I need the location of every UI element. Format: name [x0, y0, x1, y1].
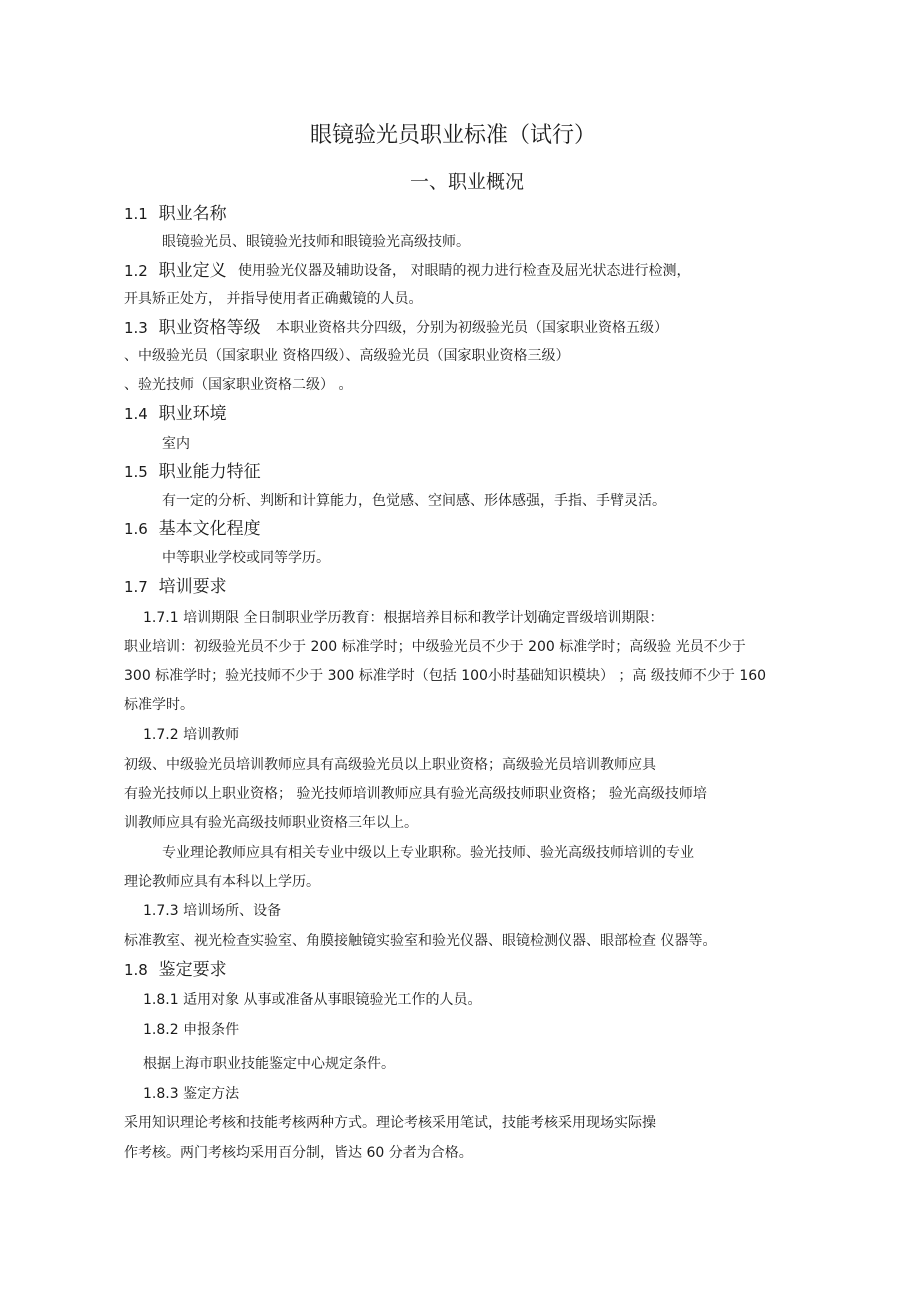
subsection-1-7-2-body-line: 初级、中级验光员培训教师应具有高级验光员以上职业资格；高级验光员培训教师应具: [124, 757, 656, 773]
section-title: 培训要求: [158, 577, 227, 597]
section-1-1-body: 眼镜验光员、眼镜验光技师和眼镜验光高级技师。: [162, 234, 470, 250]
section-1-3-heading: [124, 317, 261, 339]
section-title: 职业能力特征: [158, 462, 261, 482]
subsection-1-7-2-heading: 1.7.2 培训教师: [143, 727, 240, 743]
subsection-1-7-3-body-line: 标准教室、视光检查实验室、角膜接触镜实验室和验光仪器、眼镜检测仪器、眼部检查 仪器等。: [124, 933, 717, 949]
section-1-6-heading: [124, 518, 261, 540]
section-title: 职业资格等级: [158, 318, 261, 338]
subsection-1-7-1-body-line: 职业培训：初级验光员不少于 200 标准学时；中级验光员不少于 200 标准学时；高级验 光员不少于: [124, 639, 746, 655]
section-number: 1.4: [124, 405, 148, 423]
section-number: 1.8: [124, 961, 148, 979]
section-1-6-body: 中等职业学校或同等学历。: [162, 550, 330, 566]
section-1-8-heading: [124, 959, 227, 981]
subsection-1-8-3-body-line: 采用知识理论考核和技能考核两种方式。理论考核采用笔试，技能考核采用现场实际操: [124, 1115, 656, 1131]
section-number: 1.2: [124, 262, 148, 280]
subsection-1-8-3-heading: 1.8.3 鉴定方法: [143, 1086, 240, 1102]
chapter-heading: 一、职业概况: [410, 171, 525, 193]
section-1-5-body: 有一定的分析、判断和计算能力，色觉感、空间感、形体感强，手指、手臂灵活。: [162, 493, 666, 509]
section-1-1-heading: [124, 203, 227, 225]
section-1-3-body-line: 本职业资格共分四级，分别为初级验光员（国家职业资格五级）: [276, 320, 668, 336]
section-1-2-body-line: 使用验光仪器及辅助设备， 对眼睛的视力进行检查及屈光状态进行检测，: [238, 263, 691, 279]
section-title: 职业名称: [158, 204, 227, 224]
subsection-1-8-2-body: 根据上海市职业技能鉴定中心规定条件。: [143, 1056, 395, 1072]
section-number: 1.3: [124, 319, 148, 337]
subsection-1-7-2-body-line: 训教师应具有验光高级技师职业资格三年以上。: [124, 815, 418, 831]
subsection-1-7-2-body-line: 有验光技师以上职业资格； 验光技师培训教师应具有验光高级技师职业资格； 验光高级技师培: [124, 786, 707, 802]
section-number: 1.7: [124, 578, 148, 596]
document-title: 眼镜验光员职业标准（试行）: [310, 123, 597, 148]
section-title: 鉴定要求: [158, 960, 227, 980]
section-number: 1.6: [124, 520, 148, 538]
subsection-1-7-1-body-line: 标准学时。: [124, 697, 194, 713]
section-title: 基本文化程度: [158, 519, 261, 539]
section-title: 职业定义: [158, 261, 227, 281]
section-1-4-heading: [124, 403, 227, 425]
subsection-1-7-2-body-line: 理论教师应具有本科以上学历。: [124, 874, 320, 890]
subsection-1-7-3-heading: 1.7.3 培训场所、设备: [143, 903, 282, 919]
section-1-5-heading: [124, 461, 261, 483]
section-1-4-body: 室内: [162, 436, 190, 452]
section-title: 职业环境: [158, 404, 227, 424]
subsection-1-7-1-body-line: 300 标准学时；验光技师不少于 300 标准学时（包括 100小时基础知识模块） ；高 级技师不少于 160: [124, 668, 767, 684]
subsection-1-8-3-body-line: 作考核。两门考核均采用百分制，皆达 60 分者为合格。: [124, 1145, 473, 1161]
subsection-1-7-1-heading: 1.7.1 培训期限 全日制职业学历教育：根据培养目标和教学计划确定晋级培训期限：: [143, 610, 664, 626]
subsection-1-8-1: 1.8.1 适用对象 从事或准备从事眼镜验光工作的人员。: [143, 992, 482, 1008]
subsection-1-7-2-body-line: 专业理论教师应具有相关专业中级以上专业职称。验光技师、验光高级技师培训的专业: [162, 845, 694, 861]
section-1-3-body-line: 、中级验光员（国家职业 资格四级）、高级验光员（国家职业资格三级）: [124, 348, 570, 364]
section-number: 1.1: [124, 205, 148, 223]
subsection-1-8-2-heading: 1.8.2 申报条件: [143, 1022, 240, 1038]
section-1-2-heading: [124, 260, 227, 282]
section-1-3-body-line: 、验光技师（国家职业资格二级） 。: [124, 377, 353, 393]
section-1-2-body-line: 开具矫正处方， 并指导使用者正确戴镜的人员。: [124, 291, 423, 307]
section-number: 1.5: [124, 463, 148, 481]
section-1-7-heading: [124, 576, 227, 598]
